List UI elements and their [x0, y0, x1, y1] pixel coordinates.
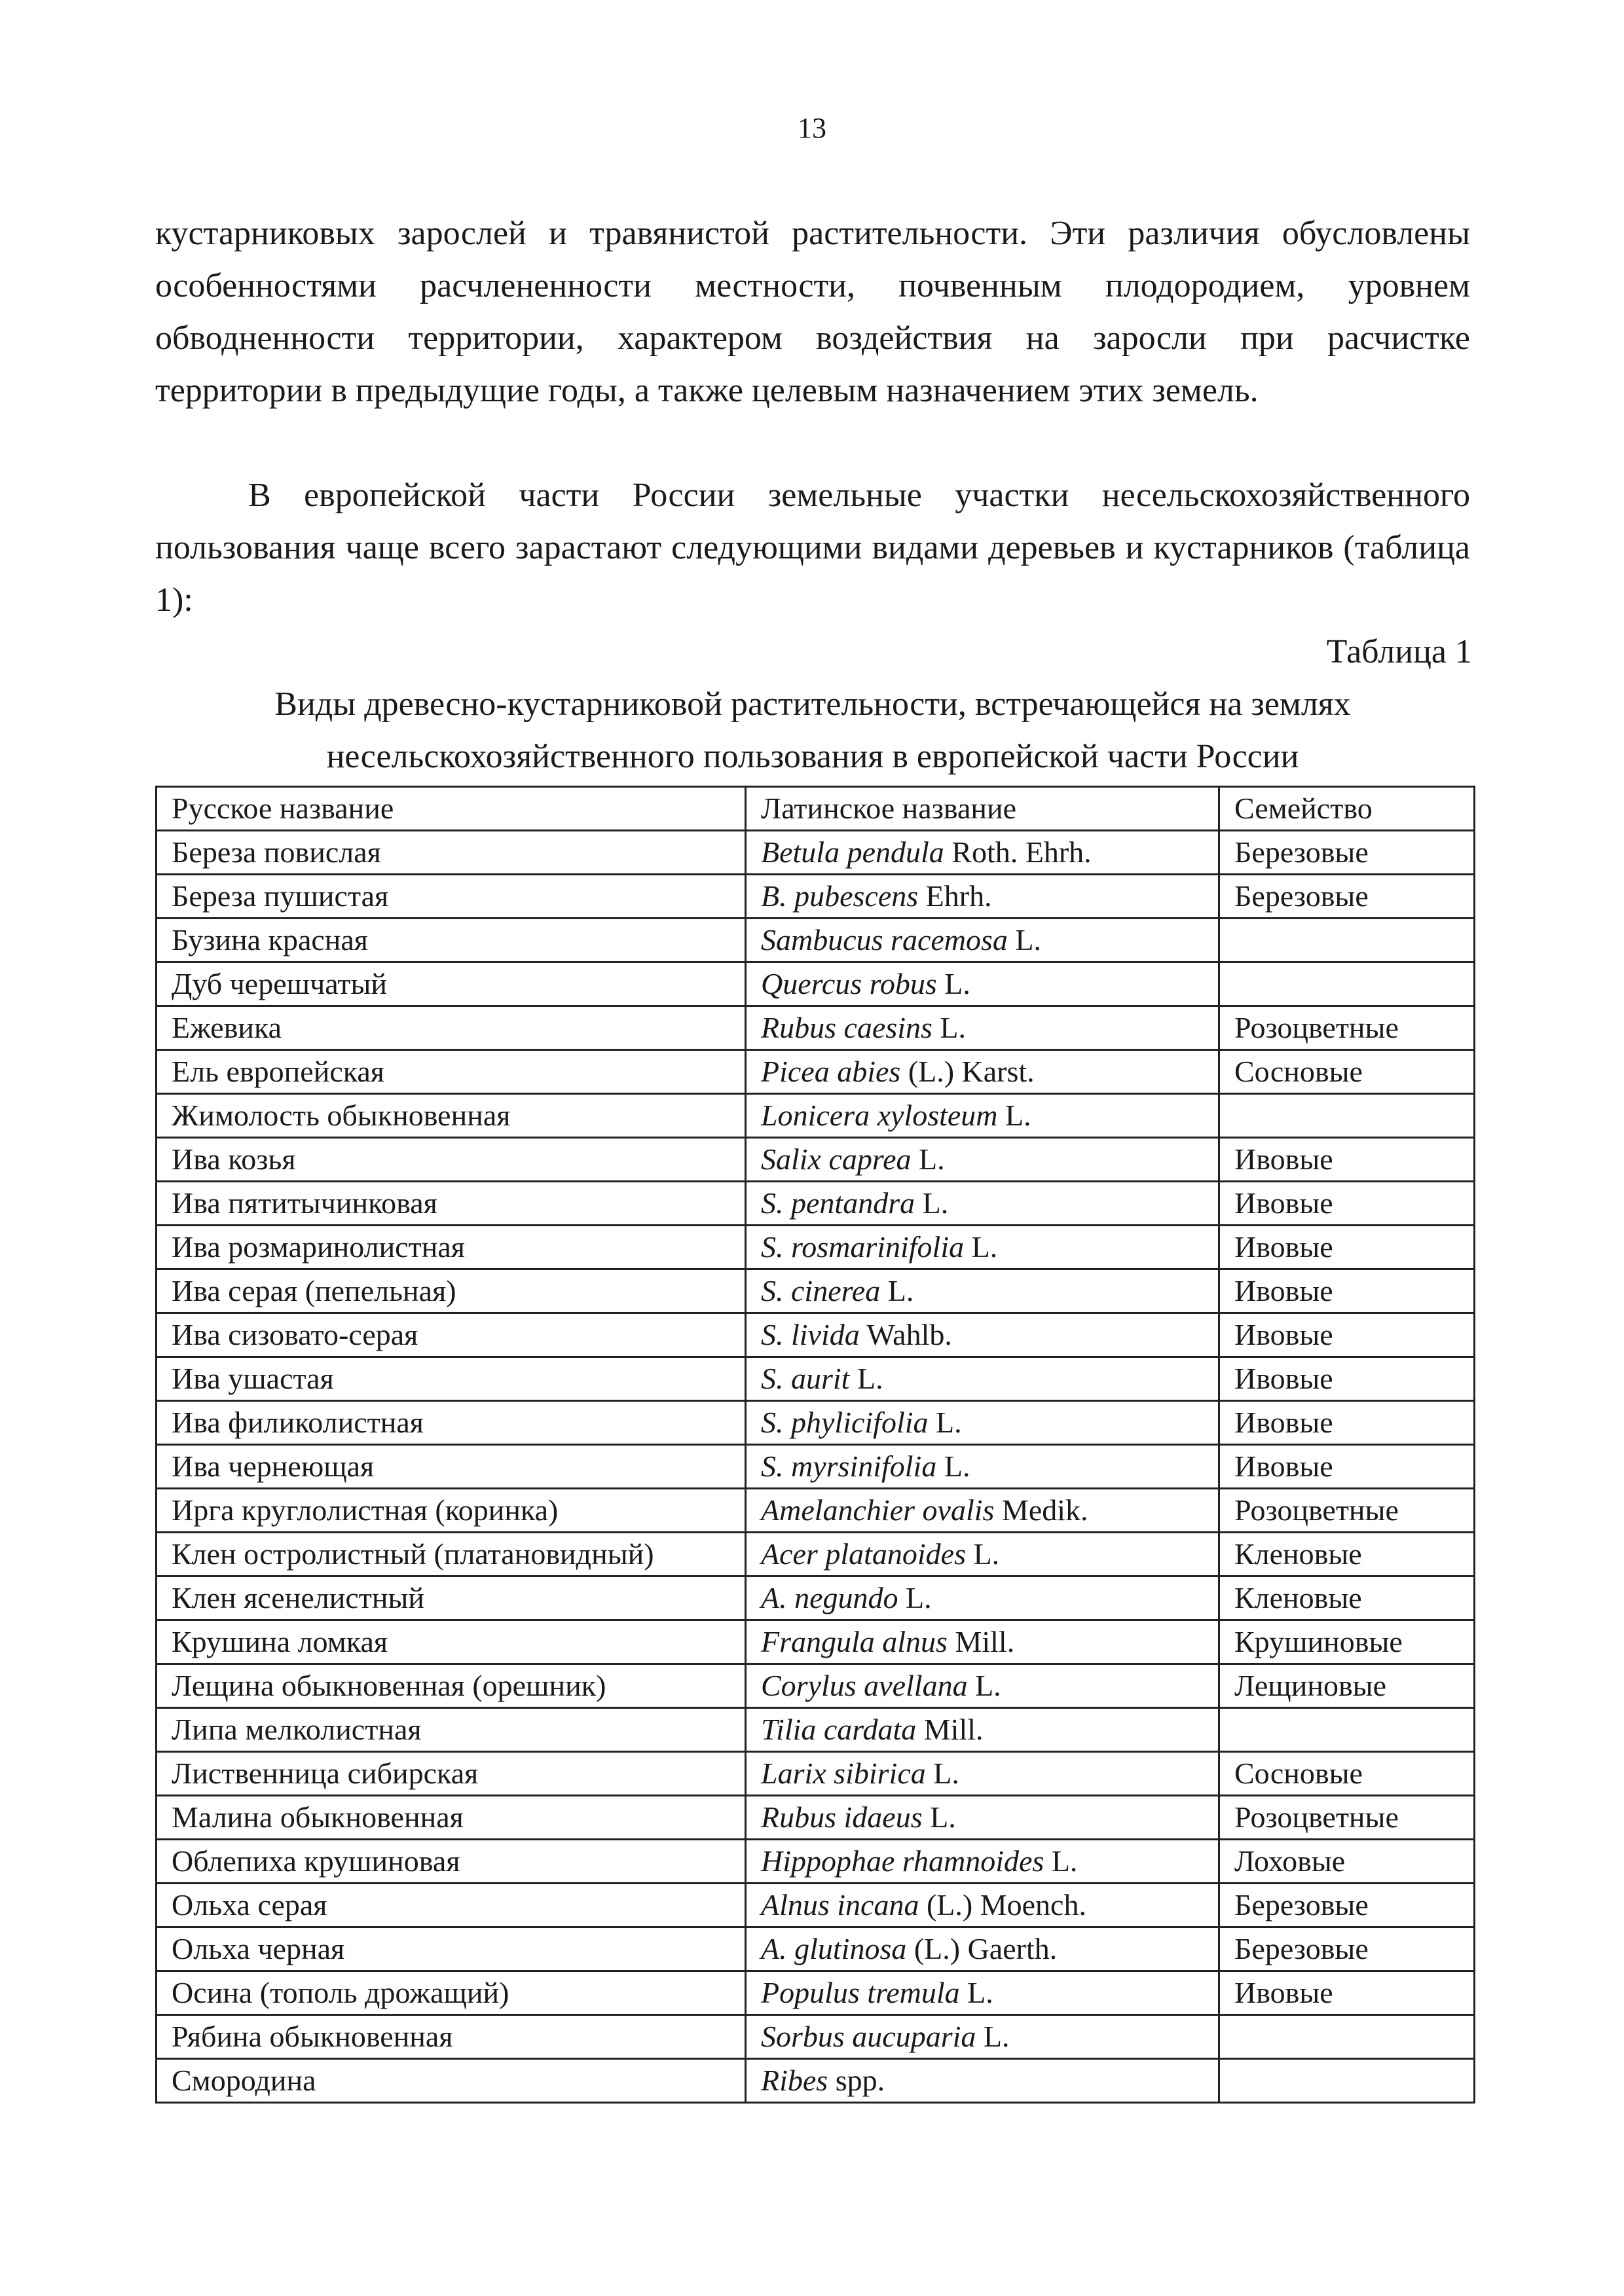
cell-latin-name: [746, 1796, 1219, 1840]
cell-family: [1219, 1708, 1475, 1752]
header-latin-name: Латинское название: [746, 787, 1219, 831]
cell-family: [1219, 919, 1475, 962]
cell-family: Сосновые: [1219, 1050, 1475, 1094]
latin-genus-species: S. aurit: [761, 1362, 850, 1395]
table-row: [157, 1533, 1475, 1576]
latin-author: (L.) Karst.: [900, 1055, 1035, 1088]
cell-russian-name: Малина обыкновенная: [157, 1796, 746, 1840]
cell-latin-name: [746, 1094, 1219, 1138]
cell-latin-name: [746, 1357, 1219, 1401]
table-row: [157, 1576, 1475, 1620]
cell-latin-name: [746, 875, 1219, 919]
latin-author: L.: [928, 1406, 962, 1439]
cell-latin-name: [746, 1269, 1219, 1313]
cell-latin-name: [746, 1445, 1219, 1489]
latin-genus-species: Larix sibirica: [761, 1757, 926, 1790]
species-table-body: [157, 831, 1475, 2103]
table-row: [157, 875, 1475, 919]
cell-russian-name: Липа мелколистная: [157, 1708, 746, 1752]
latin-author: L.: [959, 1976, 993, 2009]
cell-latin-name: [746, 919, 1219, 962]
latin-genus-species: Lonicera xylosteum: [761, 1099, 998, 1132]
cell-latin-name: [746, 1884, 1219, 1927]
latin-author: L.: [915, 1186, 949, 1220]
cell-family: Крушиновые: [1219, 1620, 1475, 1664]
cell-latin-name: [746, 1752, 1219, 1796]
cell-family: Ивовые: [1219, 1445, 1475, 1489]
latin-genus-species: Alnus incana: [761, 1888, 919, 1922]
latin-author: Medik.: [994, 1493, 1088, 1527]
cell-russian-name: Смородина: [157, 2059, 746, 2103]
cell-latin-name: [746, 1182, 1219, 1226]
cell-russian-name: Осина (тополь дрожащий): [157, 1971, 746, 2015]
cell-family: Ивовые: [1219, 1971, 1475, 2015]
latin-author: L.: [936, 1449, 970, 1483]
latin-genus-species: A. negundo: [761, 1581, 898, 1614]
cell-family: Березовые: [1219, 1927, 1475, 1971]
cell-latin-name: [746, 1971, 1219, 2015]
table-row: [157, 1182, 1475, 1226]
table-row: [157, 1927, 1475, 1971]
latin-genus-species: Amelanchier ovalis: [761, 1493, 995, 1527]
cell-latin-name: [746, 1138, 1219, 1182]
latin-genus-species: S. myrsinifolia: [761, 1449, 937, 1483]
latin-genus-species: Sambucus racemosa: [761, 923, 1008, 957]
latin-genus-species: Acer platanoides: [761, 1537, 966, 1571]
cell-family: Розоцветные: [1219, 1796, 1475, 1840]
cell-russian-name: Клен остролистный (платановидный): [157, 1533, 746, 1576]
table-title: Виды древесно-кустарниковой растительности, встречающейся на землях несельскохозяйственного пользования в европейской части России: [274, 685, 1351, 775]
cell-russian-name: Ель европейская: [157, 1050, 746, 1094]
cell-russian-name: Ива чернеющая: [157, 1445, 746, 1489]
cell-family: Ивовые: [1219, 1182, 1475, 1226]
cell-family: [1219, 962, 1475, 1006]
cell-latin-name: [746, 1401, 1219, 1445]
latin-author: L.: [967, 1669, 1001, 1702]
latin-genus-species: S. phylicifolia: [761, 1406, 929, 1439]
latin-author: L.: [1044, 1844, 1078, 1878]
cell-russian-name: Клен ясенелистный: [157, 1576, 746, 1620]
cell-family: Лещиновые: [1219, 1664, 1475, 1708]
cell-family: Ивовые: [1219, 1226, 1475, 1269]
table-row: [157, 1313, 1475, 1357]
latin-genus-species: Populus tremula: [761, 1976, 960, 2009]
table-row: [157, 1620, 1475, 1664]
table-row: [157, 2015, 1475, 2059]
latin-author: L.: [911, 1142, 945, 1176]
cell-russian-name: Ива пятитычинковая: [157, 1182, 746, 1226]
cell-russian-name: Облепиха крушиновая: [157, 1840, 746, 1884]
table-header-row: [157, 787, 1475, 831]
cell-latin-name: [746, 2059, 1219, 2103]
table-row: [157, 1226, 1475, 1269]
cell-family: Ивовые: [1219, 1313, 1475, 1357]
cell-family: Розоцветные: [1219, 1489, 1475, 1533]
latin-genus-species: Betula pendula: [761, 835, 944, 869]
latin-genus-species: S. cinerea: [761, 1274, 881, 1307]
table-row: [157, 1006, 1475, 1050]
cell-family: Сосновые: [1219, 1752, 1475, 1796]
cell-latin-name: [746, 2015, 1219, 2059]
cell-family: Березовые: [1219, 875, 1475, 919]
cell-latin-name: [746, 1533, 1219, 1576]
latin-author: Mill.: [916, 1713, 984, 1746]
latin-author: (L.) Gaerth.: [906, 1932, 1058, 1965]
table-row: [157, 1094, 1475, 1138]
cell-russian-name: Береза пушистая: [157, 875, 746, 919]
latin-author: L.: [922, 1800, 956, 1834]
table-row: [157, 1445, 1475, 1489]
latin-author: L.: [976, 2020, 1010, 2053]
table-row: [157, 962, 1475, 1006]
cell-russian-name: Лещина обыкновенная (орешник): [157, 1664, 746, 1708]
cell-latin-name: [746, 1006, 1219, 1050]
latin-author: L.: [849, 1362, 883, 1395]
table-row: [157, 831, 1475, 875]
cell-family: [1219, 2015, 1475, 2059]
page-number: 13: [798, 112, 826, 144]
species-table: [155, 786, 1475, 2104]
latin-author: L.: [925, 1757, 959, 1790]
cell-latin-name: [746, 1708, 1219, 1752]
table-row: [157, 1050, 1475, 1094]
latin-author: L.: [966, 1537, 1000, 1571]
header-russian-name: Русское название: [157, 787, 746, 831]
latin-author: (L.) Moench.: [919, 1888, 1086, 1922]
table-row: [157, 1971, 1475, 2015]
table-row: [157, 1708, 1475, 1752]
cell-latin-name: [746, 1840, 1219, 1884]
cell-latin-name: [746, 1050, 1219, 1094]
latin-author: L.: [880, 1274, 914, 1307]
cell-latin-name: [746, 1620, 1219, 1664]
latin-author: Ehrh.: [918, 879, 992, 913]
cell-russian-name: Жимолость обыкновенная: [157, 1094, 746, 1138]
table-row: [157, 1752, 1475, 1796]
cell-family: [1219, 1094, 1475, 1138]
latin-genus-species: Rubus caesins: [761, 1011, 932, 1044]
cell-family: Ивовые: [1219, 1269, 1475, 1313]
latin-author: Wahlb.: [859, 1318, 952, 1351]
cell-russian-name: Дуб черешчатый: [157, 962, 746, 1006]
latin-genus-species: Ribes: [761, 2064, 828, 2097]
latin-genus-species: Hippophae rhamnoides: [761, 1844, 1044, 1878]
table-row: [157, 1401, 1475, 1445]
paragraph-1: кустарниковых зарослей и травянистой растительности. Эти различия обусловлены особенностями расчлененности местности, почвенным плодородием, уровнем обводненности территории, характером воздействия на заросли при расчистке территории в предыдущие годы, а также целевым назначением этих земель.: [155, 215, 1470, 409]
table-row: [157, 1269, 1475, 1313]
cell-russian-name: Ива козья: [157, 1138, 746, 1182]
latin-genus-species: Picea abies: [761, 1055, 901, 1088]
cell-family: Березовые: [1219, 1884, 1475, 1927]
cell-latin-name: [746, 962, 1219, 1006]
cell-russian-name: Ива ушастая: [157, 1357, 746, 1401]
paragraph-2: В европейской части России земельные участки несельскохозяйственного пользования чаще всего зарастают следующими видами деревьев и кустарников (таблица 1):: [155, 477, 1470, 619]
header-family: Семейство: [1219, 787, 1475, 831]
cell-family: Кленовые: [1219, 1533, 1475, 1576]
latin-genus-species: Rubus idaeus: [761, 1800, 923, 1834]
cell-russian-name: Бузина красная: [157, 919, 746, 962]
cell-russian-name: Ежевика: [157, 1006, 746, 1050]
latin-genus-species: Corylus avellana: [761, 1669, 968, 1702]
latin-author: L.: [964, 1230, 998, 1264]
table-row: [157, 1489, 1475, 1533]
latin-genus-species: Salix caprea: [761, 1142, 912, 1176]
cell-russian-name: Ольха черная: [157, 1927, 746, 1971]
cell-russian-name: Ирга круглолистная (коринка): [157, 1489, 746, 1533]
cell-latin-name: [746, 1664, 1219, 1708]
cell-russian-name: Ольха серая: [157, 1884, 746, 1927]
latin-author: L.: [997, 1099, 1031, 1132]
latin-genus-species: B. pubescens: [761, 879, 919, 913]
latin-author: L.: [1007, 923, 1042, 957]
cell-russian-name: Крушина ломкая: [157, 1620, 746, 1664]
latin-author: L.: [898, 1581, 932, 1614]
cell-latin-name: [746, 1927, 1219, 1971]
cell-russian-name: Ива филиколистная: [157, 1401, 746, 1445]
table-row: [157, 2059, 1475, 2103]
latin-author: spp.: [828, 2064, 885, 2097]
cell-family: Березовые: [1219, 831, 1475, 875]
cell-family: Кленовые: [1219, 1576, 1475, 1620]
cell-latin-name: [746, 831, 1219, 875]
cell-family: Лоховые: [1219, 1840, 1475, 1884]
table-row: [157, 919, 1475, 962]
table-row: [157, 1884, 1475, 1927]
latin-genus-species: S. rosmarinifolia: [761, 1230, 965, 1264]
cell-russian-name: Ива сизовато-серая: [157, 1313, 746, 1357]
table-row: [157, 1138, 1475, 1182]
latin-genus-species: Frangula alnus: [761, 1625, 948, 1658]
latin-author: L.: [932, 1011, 967, 1044]
cell-family: [1219, 2059, 1475, 2103]
cell-russian-name: Ива розмаринолистная: [157, 1226, 746, 1269]
latin-genus-species: A. glutinosa: [761, 1932, 907, 1965]
latin-genus-species: Quercus robus: [761, 967, 937, 1000]
cell-latin-name: [746, 1313, 1219, 1357]
table-row: [157, 1840, 1475, 1884]
cell-russian-name: Рябина обыкновенная: [157, 2015, 746, 2059]
cell-latin-name: [746, 1576, 1219, 1620]
latin-author: Roth. Ehrh.: [944, 835, 1092, 869]
cell-russian-name: Береза повислая: [157, 831, 746, 875]
table-row: [157, 1796, 1475, 1840]
table-row: [157, 1664, 1475, 1708]
latin-genus-species: S. pentandra: [761, 1186, 915, 1220]
latin-genus-species: Tilia cardata: [761, 1713, 917, 1746]
latin-genus-species: S. livida: [761, 1318, 860, 1351]
cell-russian-name: Ива серая (пепельная): [157, 1269, 746, 1313]
table-label: Таблица 1: [1326, 633, 1472, 670]
cell-family: Розоцветные: [1219, 1006, 1475, 1050]
latin-author: L.: [936, 967, 970, 1000]
cell-russian-name: Лиственница сибирская: [157, 1752, 746, 1796]
table-row: [157, 1357, 1475, 1401]
cell-family: Ивовые: [1219, 1401, 1475, 1445]
cell-latin-name: [746, 1226, 1219, 1269]
cell-latin-name: [746, 1489, 1219, 1533]
latin-genus-species: Sorbus aucuparia: [761, 2020, 976, 2053]
cell-family: Ивовые: [1219, 1357, 1475, 1401]
cell-family: Ивовые: [1219, 1138, 1475, 1182]
latin-author: Mill.: [947, 1625, 1015, 1658]
